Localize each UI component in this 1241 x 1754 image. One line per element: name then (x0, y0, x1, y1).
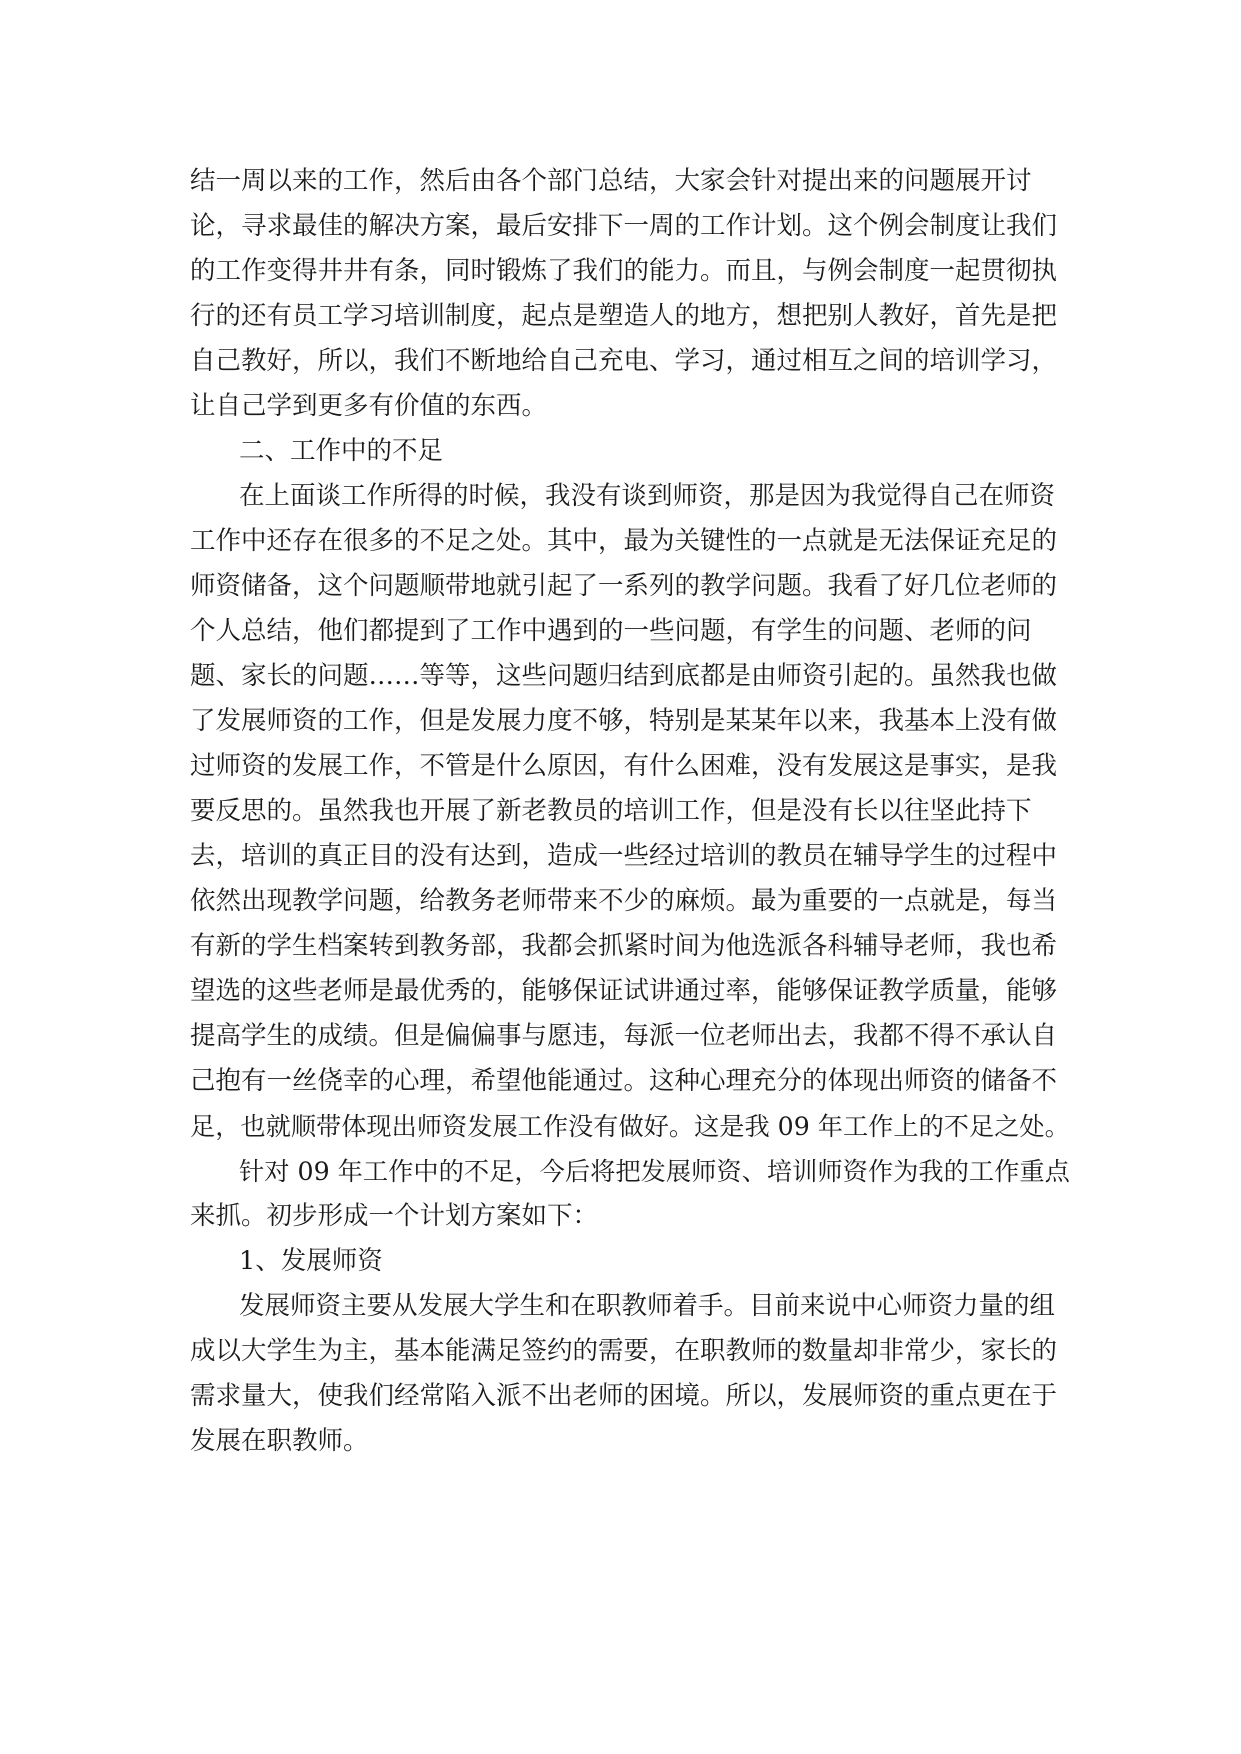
text-line: 成以大学生为主，基本能满足签约的需要，在职教师的数量却非常少，家长的 (190, 1336, 1058, 1366)
text-line: 行的还有员工学习培训制度，起点是塑造人的地方，想把别人教好，首先是把 (190, 301, 1058, 331)
text-line: 自己教好，所以，我们不断地给自己充电、学习，通过相互之间的培训学习， (190, 346, 1058, 376)
text-line: 题、家长的问题……等等，这些问题归结到底都是由师资引起的。虽然我也做 (190, 661, 1058, 691)
document-body (190, 159, 1070, 1464)
text-line: 结一周以来的工作，然后由各个部门总结，大家会针对提出来的问题展开讨 (190, 166, 1032, 196)
text-line: 要反思的。虽然我也开展了新老教员的培训工作，但是没有长以往坚此持下 (190, 796, 1032, 826)
text-line: 来抓。初步形成一个计划方案如下： (190, 1201, 599, 1231)
text-line: 己抱有一丝侥幸的心理，希望他能通过。这种心理充分的体现出师资的储备不 (190, 1066, 1058, 1096)
text-line: 过师资的发展工作，不管是什么原因，有什么困难，没有发展这是事实，是我 (190, 751, 1058, 781)
text-line: 在上面谈工作所得的时候，我没有谈到师资，那是因为我觉得自己在师资 (239, 481, 1056, 511)
text-line: 需求量大，使我们经常陷入派不出老师的困境。所以，发展师资的重点更在于 (190, 1381, 1058, 1411)
text-line: 工作中还存在很多的不足之处。其中，最为关键性的一点就是无法保证充足的 (190, 526, 1058, 556)
text-line: 提高学生的成绩。但是偏偏事与愿违，每派一位老师出去，我都不得不承认自 (190, 1021, 1058, 1051)
text-line: 发展在职教师。 (190, 1426, 369, 1456)
text-line: 的工作变得井井有条，同时锻炼了我们的能力。而且，与例会制度一起贯彻执 (190, 256, 1058, 286)
text-line: 1、发展师资 (239, 1246, 383, 1276)
text-line: 让自己学到更多有价值的东西。 (190, 391, 548, 421)
text-line: 论，寻求最佳的解决方案，最后安排下一周的工作计划。这个例会制度让我们 (190, 211, 1058, 241)
text-line: 针对 09 年工作中的不足，今后将把发展师资、培训师资作为我的工作重点 (239, 1157, 1070, 1186)
text-line: 师资储备，这个问题顺带地就引起了一系列的教学问题。我看了好几位老师的 (190, 571, 1058, 601)
text-line: 发展师资主要从发展大学生和在职教师着手。目前来说中心师资力量的组 (239, 1291, 1056, 1321)
text-line: 了发展师资的工作，但是发展力度不够，特别是某某年以来，我基本上没有做 (190, 706, 1058, 736)
text-line: 二、工作中的不足 (239, 436, 444, 466)
text-line: 足，也就顺带体现出师资发展工作没有做好。这是我 09 年工作上的不足之处。 (190, 1112, 1070, 1141)
text-line: 个人总结，他们都提到了工作中遇到的一些问题，有学生的问题、老师的问 (190, 616, 1032, 646)
text-line: 去，培训的真正目的没有达到，造成一些经过培训的教员在辅导学生的过程中 (190, 841, 1058, 871)
text-line: 依然出现教学问题，给教务老师带来不少的麻烦。最为重要的一点就是，每当 (190, 886, 1058, 916)
text-line: 有新的学生档案转到教务部，我都会抓紧时间为他选派各科辅导老师，我也希 (190, 931, 1058, 961)
text-line: 望选的这些老师是最优秀的，能够保证试讲通过率，能够保证教学质量，能够 (190, 976, 1058, 1006)
